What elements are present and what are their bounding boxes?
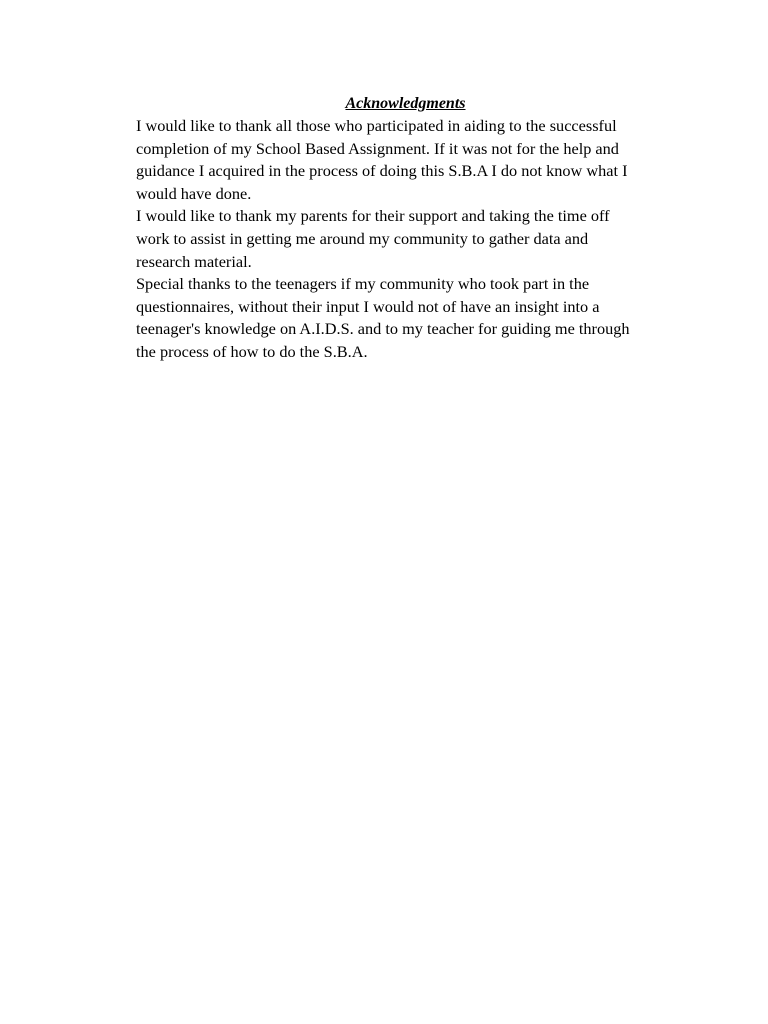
text-line: I would like to thank my parents for their support and taking the time off: [136, 206, 610, 226]
paragraph-thanks-parents: [136, 205, 681, 273]
document-body: [136, 93, 681, 364]
text-line: questionnaires, without their input I would not of have an insight into a: [136, 296, 600, 316]
text-line: teenager's knowledge on A.I.D.S. and to my teacher for guiding me through: [136, 319, 630, 339]
text-line: research material.: [136, 251, 252, 271]
text-line: the process of how to do the S.B.A.: [136, 341, 368, 361]
text-line: work to assist in getting me around my community to gather data and: [136, 228, 589, 248]
text-line: I would like to thank all those who participated in aiding to the successful: [136, 116, 617, 135]
text-line: Special thanks to the teenagers if my community who took part in the: [136, 274, 590, 294]
text-line: completion of my School Based Assignment. If it was not for the help and: [136, 138, 619, 158]
paragraph-thanks-teenagers-teacher: [136, 273, 681, 363]
paragraph-thanks-participants: [136, 115, 681, 205]
text-line: would have done.: [136, 183, 252, 203]
text-line: guidance I acquired in the process of doing this S.B.A I do not know what I: [136, 161, 628, 181]
page-title: Acknowledgments: [345, 95, 466, 112]
